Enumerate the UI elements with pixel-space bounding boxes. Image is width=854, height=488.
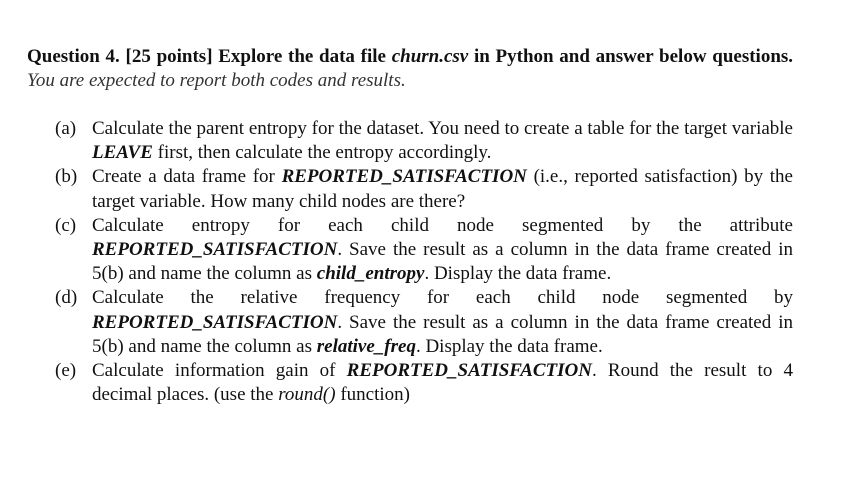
sub-question-text: . Round the result to 4 decimal places. (use the [92, 360, 793, 406]
sub-question-c [55, 214, 793, 287]
sub-question-text: (i.e., reported satisfaction) by the target variable. How many child nodes are there? [92, 166, 793, 212]
sub-question-text: . Display the data frame. [415, 335, 603, 357]
function-name: round() [278, 384, 336, 406]
sub-question-text: Calculate the relative frequency for each child node segmented by [92, 287, 793, 309]
column-name: relative_freq [316, 335, 416, 357]
sub-question-b [55, 165, 793, 213]
sub-question-marker: (a) [55, 118, 77, 139]
sub-question-d [55, 286, 793, 359]
sub-question-marker: (e) [55, 360, 77, 382]
question-text-b: in Python and answer below questions. [473, 46, 794, 67]
variable-name: LEAVE [92, 142, 153, 164]
question-heading [27, 45, 793, 93]
variable-name: REPORTED_SATISFACTION [346, 360, 592, 382]
variable-name: REPORTED_SATISFACTION [92, 311, 338, 333]
sub-question-text: . Display the data frame. [424, 263, 612, 285]
sub-question-text: Calculate the parent entropy for the dataset. You need to create a table for the target variable [92, 118, 793, 139]
question-text-a: Explore the data file [218, 46, 386, 67]
sub-question-text: Calculate information gain of [92, 360, 336, 382]
question-note: You are expected to report both codes and results. [27, 70, 406, 92]
sub-question-text: . Save the result as a column in the data frame created in 5(b) and name the column as [92, 239, 793, 285]
question-file-name: churn.csv [391, 46, 469, 67]
sub-question-text: Create a data frame for [92, 166, 275, 188]
column-name: child_entropy [316, 263, 425, 285]
sub-question-text: first, then calculate the entropy accordingly. [157, 142, 492, 164]
sub-question-e [55, 359, 793, 407]
question-points: [25 points] [125, 46, 213, 67]
question-label: Question 4. [27, 46, 120, 67]
variable-name: REPORTED_SATISFACTION [281, 166, 527, 188]
cropped-text-fragment [0, 0, 854, 4]
sub-question-text: Calculate entropy for each child node segmented by the attribute [92, 214, 793, 236]
sub-question-list [55, 117, 793, 407]
variable-name: REPORTED_SATISFACTION [92, 239, 338, 261]
sub-question-text: function) [340, 384, 410, 406]
sub-question-text: . Save the result as a column in the data frame created in 5(b) and name the column as [92, 311, 793, 357]
sub-question-a [55, 117, 793, 165]
sub-question-marker: (b) [55, 166, 78, 188]
sub-question-marker: (d) [55, 287, 78, 309]
sub-question-marker: (c) [55, 214, 77, 236]
